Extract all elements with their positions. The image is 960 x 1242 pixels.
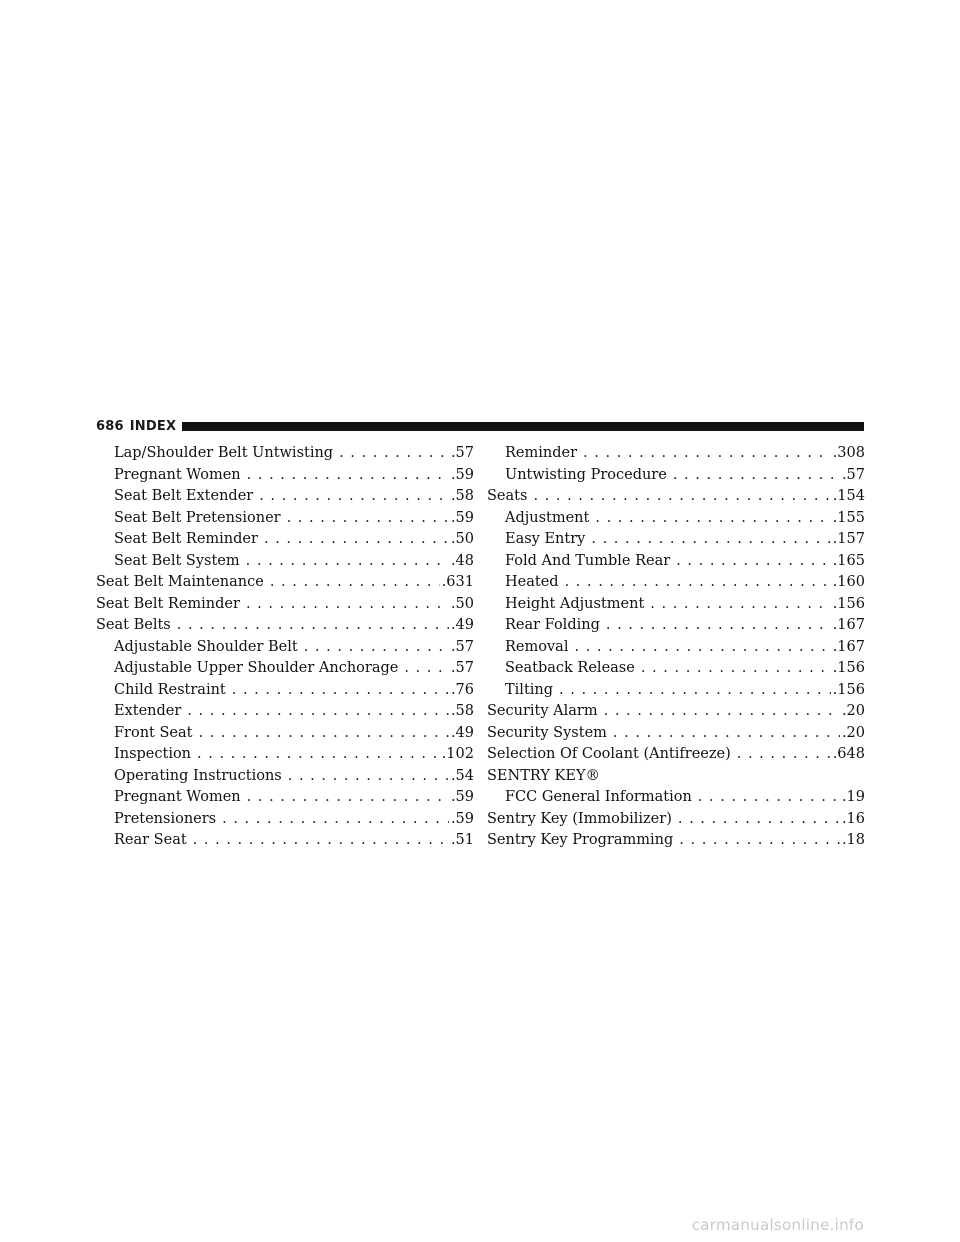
- index-entry: [96, 615, 474, 637]
- index-entry: [96, 680, 474, 702]
- index-entry: [96, 443, 474, 465]
- header-label: [96, 419, 182, 434]
- index-entry: [487, 787, 865, 809]
- dot-leader: [246, 551, 449, 573]
- dot-leader: [698, 787, 840, 809]
- index-entry-page: .20: [841, 724, 865, 741]
- index-entry: [487, 637, 865, 659]
- index-entry-label: Seat Belt Reminder: [96, 595, 240, 612]
- index-entry: [96, 637, 474, 659]
- header-rule: [182, 422, 864, 431]
- index-entry-page: .156: [832, 595, 865, 612]
- dot-leader: [613, 723, 840, 745]
- dot-leader: [288, 766, 449, 788]
- index-entry: [487, 723, 865, 745]
- index-entry-label: Tilting: [505, 681, 554, 698]
- index-entry-label: Easy Entry: [505, 531, 586, 547]
- index-entry-label: Adjustment: [505, 509, 590, 526]
- dot-leader: [246, 594, 449, 616]
- index-entry: [96, 723, 474, 745]
- index-entry-label: Seat Belt Maintenance: [96, 574, 264, 590]
- dot-leader: [270, 572, 440, 594]
- index-entry-page: .156: [832, 660, 865, 676]
- page-header: [96, 418, 864, 434]
- dot-leader: [197, 744, 440, 766]
- index-entry-page: .50: [450, 595, 474, 612]
- index-entry-page: .48: [450, 552, 474, 569]
- dot-leader: [559, 680, 831, 702]
- index-entry-page: .154: [832, 488, 865, 504]
- index-entry: [96, 529, 474, 551]
- dot-leader: [583, 443, 831, 465]
- index-entry: [487, 744, 865, 766]
- index-entry-page: .156: [832, 681, 865, 698]
- index-entry-label: Security Alarm: [487, 703, 598, 719]
- index-entry-label: Sentry Key (Immobilizer): [487, 810, 672, 827]
- index-entry: [487, 572, 865, 594]
- index-entry: [487, 809, 865, 831]
- dot-leader: [641, 658, 831, 680]
- index-entry-page: .59: [450, 810, 474, 827]
- index-entry-label: Pretensioners: [114, 810, 217, 827]
- index-entry: [96, 809, 474, 831]
- dot-leader: [679, 830, 840, 852]
- index-entry-page: .648: [832, 746, 865, 762]
- index-entry: [487, 680, 865, 702]
- dot-leader: [595, 508, 830, 530]
- dot-leader: [533, 486, 830, 508]
- index-entry-page: .16: [841, 810, 865, 827]
- index-entry: [487, 465, 865, 487]
- index-entry: [96, 830, 474, 852]
- index-entry-label: Fold And Tumble Rear: [505, 552, 671, 569]
- index-entry: [487, 701, 865, 723]
- index-entry-label: Extender: [114, 703, 182, 719]
- dot-leader: [259, 486, 449, 508]
- index-entry-label: Rear Seat: [114, 832, 187, 848]
- dot-leader: [264, 529, 449, 551]
- index-entry-page: .58: [450, 703, 474, 719]
- dot-leader: [676, 551, 831, 573]
- index-column-right: [487, 443, 865, 852]
- index-entry-label: Seat Belt Extender: [114, 488, 254, 504]
- dot-leader: [247, 787, 449, 809]
- index-entry-page: .57: [450, 638, 474, 655]
- index-entry-label: SENTRY KEY®: [487, 767, 601, 784]
- dot-leader: [604, 701, 840, 723]
- dot-leader: [232, 680, 449, 702]
- index-entry: [96, 465, 474, 487]
- index-entry-label: Pregnant Women: [114, 466, 241, 483]
- index-entry-label: Selection Of Coolant (Antifreeze): [487, 746, 731, 762]
- index-entry-label: Removal: [505, 638, 569, 655]
- index-entry-label: Security System: [487, 724, 607, 741]
- index-entry-page: .157: [832, 531, 865, 547]
- index-entry-label: Untwisting Procedure: [505, 466, 667, 483]
- index-entry-label: Pregnant Women: [114, 789, 241, 805]
- index-entry: [487, 766, 865, 788]
- index-entry-label: Adjustable Upper Shoulder Anchorage: [114, 660, 399, 676]
- dot-leader: [198, 723, 448, 745]
- dot-leader: [591, 529, 830, 551]
- index-entry-page: .19: [841, 789, 865, 805]
- index-entry: [487, 508, 865, 530]
- index-entry: [96, 486, 474, 508]
- index-entry: [96, 701, 474, 723]
- dot-leader: [574, 637, 830, 659]
- index-entry: [487, 594, 865, 616]
- index-entry: [487, 443, 865, 465]
- index-entry-page: .165: [832, 552, 865, 569]
- index-entry-page: .102: [441, 746, 474, 762]
- index-entry-page: .59: [450, 789, 474, 805]
- index-entry: [96, 766, 474, 788]
- index-entry-label: Seats: [487, 488, 528, 504]
- dot-leader: [304, 637, 449, 659]
- index-entry: [487, 658, 865, 680]
- index-entry: [487, 529, 865, 551]
- index-entry-page: .308: [832, 445, 865, 461]
- index-entry: [487, 830, 865, 852]
- index-entry: [96, 572, 474, 594]
- index-entry-label: Front Seat: [114, 724, 193, 741]
- index-entry-label: Child Restraint: [114, 681, 226, 698]
- index-entry-page: .167: [832, 638, 865, 655]
- index-entry-page: .58: [450, 488, 474, 504]
- index-entry: [487, 551, 865, 573]
- index-entry-page: .49: [450, 617, 474, 633]
- index-column-left: [96, 443, 474, 852]
- dot-leader: [177, 615, 449, 637]
- index-entry-label: FCC General Information: [505, 789, 692, 805]
- dot-leader: [678, 809, 840, 831]
- index-entry-label: Seat Belt Reminder: [114, 531, 258, 547]
- index-entry-page: .57: [450, 445, 474, 461]
- index-entry-label: Seat Belt System: [114, 552, 240, 569]
- index-entry-page: .49: [450, 724, 474, 741]
- dot-leader: [287, 508, 449, 530]
- dot-leader: [737, 744, 831, 766]
- section-title: INDEX: [129, 418, 177, 434]
- index-entry: [96, 551, 474, 573]
- dot-leader: [339, 443, 449, 465]
- index-entry-page: .57: [450, 660, 474, 676]
- index-entry: [96, 508, 474, 530]
- watermark: carmanualsonline.info: [691, 1216, 864, 1234]
- index-entry-page: .160: [832, 574, 865, 590]
- index-entry-page: .155: [832, 509, 865, 526]
- dot-leader: [247, 465, 449, 487]
- index-entry-page: .59: [450, 509, 474, 526]
- index-entry: [96, 658, 474, 680]
- index-entry-page: .54: [450, 767, 474, 784]
- index-entry-label: Height Adjustment: [505, 595, 645, 612]
- index-entry-page: .51: [450, 832, 474, 848]
- index-entry: [96, 744, 474, 766]
- index-entry: [487, 486, 865, 508]
- page-number: 686: [96, 418, 124, 434]
- index-entry: [96, 787, 474, 809]
- index-entry-label: Seat Belt Pretensioner: [114, 509, 281, 526]
- index-entry-label: Reminder: [505, 445, 578, 461]
- dot-leader: [673, 465, 840, 487]
- dot-leader: [606, 615, 831, 637]
- dot-leader: [565, 572, 831, 594]
- dot-leader: [650, 594, 830, 616]
- dot-leader: [187, 701, 449, 723]
- index-entry-label: Lap/Shoulder Belt Untwisting: [114, 445, 334, 461]
- index-entry-label: Sentry Key Programming: [487, 832, 674, 848]
- index-entry-label: Adjustable Shoulder Belt: [114, 638, 298, 655]
- index-entry-label: Rear Folding: [505, 617, 600, 633]
- index-entry-page: .18: [841, 832, 865, 848]
- index-entry-page: .76: [450, 681, 474, 698]
- index-entry-page: .57: [841, 466, 865, 483]
- index-entry-page: .167: [832, 617, 865, 633]
- index-entry-page: .59: [450, 466, 474, 483]
- index-entry-page: .20: [841, 703, 865, 719]
- index-entry-label: Seatback Release: [505, 660, 635, 676]
- index-entry: [487, 615, 865, 637]
- index-entry-label: Seat Belts: [96, 617, 171, 633]
- index-entry: [96, 594, 474, 616]
- index-entry-page: .50: [450, 531, 474, 547]
- index-entry-label: Operating Instructions: [114, 767, 282, 784]
- dot-leader: [404, 658, 449, 680]
- dot-leader: [222, 809, 449, 831]
- dot-leader: [193, 830, 449, 852]
- index-entry-label: Inspection: [114, 746, 192, 762]
- index-entry-page: .631: [441, 574, 474, 590]
- index-entry-label: Heated: [505, 574, 559, 590]
